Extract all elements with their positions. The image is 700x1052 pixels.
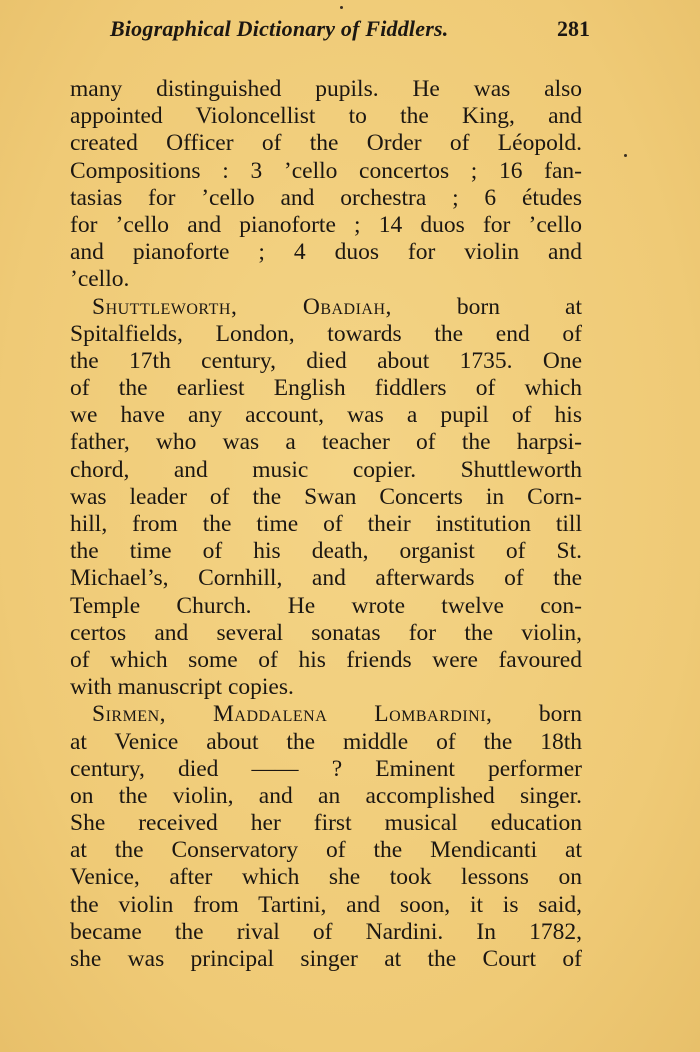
text-line: century, died —— ? Eminent performer — [70, 755, 582, 782]
entry-first-line-text: born — [492, 701, 583, 728]
text-line: of which some of his friends were favoured — [70, 646, 582, 673]
text-line: the time of his death, organist of St. — [70, 538, 582, 565]
paragraph-sirmen — [70, 701, 582, 973]
body-text — [70, 76, 582, 973]
running-head — [110, 14, 590, 44]
entry-name: Sirmen, Maddalena Lombardini, — [92, 701, 493, 728]
text-line: Temple Church. He wrote twelve con- — [70, 592, 582, 619]
text-line: created Officer of the Order of Léopold. — [70, 130, 582, 157]
text-line: we have any account, was a pupil of his — [70, 402, 582, 429]
text-line: certos and several sonatas for the violin, — [70, 619, 582, 646]
text-line: Spitalfields, London, towards the end of — [70, 320, 582, 347]
text-line: appointed Violoncellist to the King, and — [70, 103, 582, 130]
text-line: at the Conservatory of the Mendicanti at — [70, 837, 582, 864]
text-line: father, who was a teacher of the harpsi- — [70, 429, 582, 456]
page-number: 281 — [557, 16, 590, 41]
text-line: Venice, after which she took lessons on — [70, 864, 582, 891]
margin-speck — [624, 154, 627, 157]
text-line: the violin from Tartini, and soon, it is said, — [70, 891, 582, 918]
text-line: at Venice about the middle of the 18th — [70, 728, 582, 755]
text-line: became the rival of Nardini. In 1782, — [70, 918, 582, 945]
text-line: with manuscript copies. — [70, 674, 294, 701]
entry-first-line-text: born at — [391, 293, 582, 320]
ink-speck — [340, 6, 343, 9]
text-line: she was principal singer at the Court of — [70, 946, 582, 972]
text-line: She received her first musical education — [70, 810, 582, 837]
text-line: many distinguished pupils. He was also — [70, 76, 582, 102]
text-line: tasias for ’cello and orchestra ; 6 études — [70, 184, 582, 211]
text-line: hill, from the time of their institution till — [70, 511, 582, 537]
entry-name: Shuttleworth, Obadiah, — [92, 293, 392, 320]
paragraph-shuttleworth — [70, 294, 582, 702]
text-line: ’cello. — [70, 266, 130, 293]
text-line: was leader of the Swan Concerts in Corn- — [70, 483, 582, 510]
text-line: the 17th century, died about 1735. One — [70, 347, 582, 374]
text-line: on the violin, and an accomplished singer. — [70, 782, 582, 809]
entry-first-line — [70, 701, 582, 728]
paragraph-servais-continued — [70, 76, 582, 294]
entry-first-line — [70, 294, 582, 321]
text-line: and pianoforte ; 4 duos for violin and — [70, 239, 582, 266]
text-line: Compositions : 3 ’cello concertos ; 16 fan- — [70, 157, 582, 184]
text-line: Michael’s, Cornhill, and afterwards of the — [70, 565, 582, 592]
text-line: chord, and music copier. Shuttleworth — [70, 456, 582, 483]
text-line: for ’cello and pianoforte ; 14 duos for ’cello — [70, 211, 582, 238]
text-line: of the earliest English fiddlers of which — [70, 375, 582, 402]
running-title: Biographical Dictionary of Fiddlers. — [110, 16, 449, 41]
